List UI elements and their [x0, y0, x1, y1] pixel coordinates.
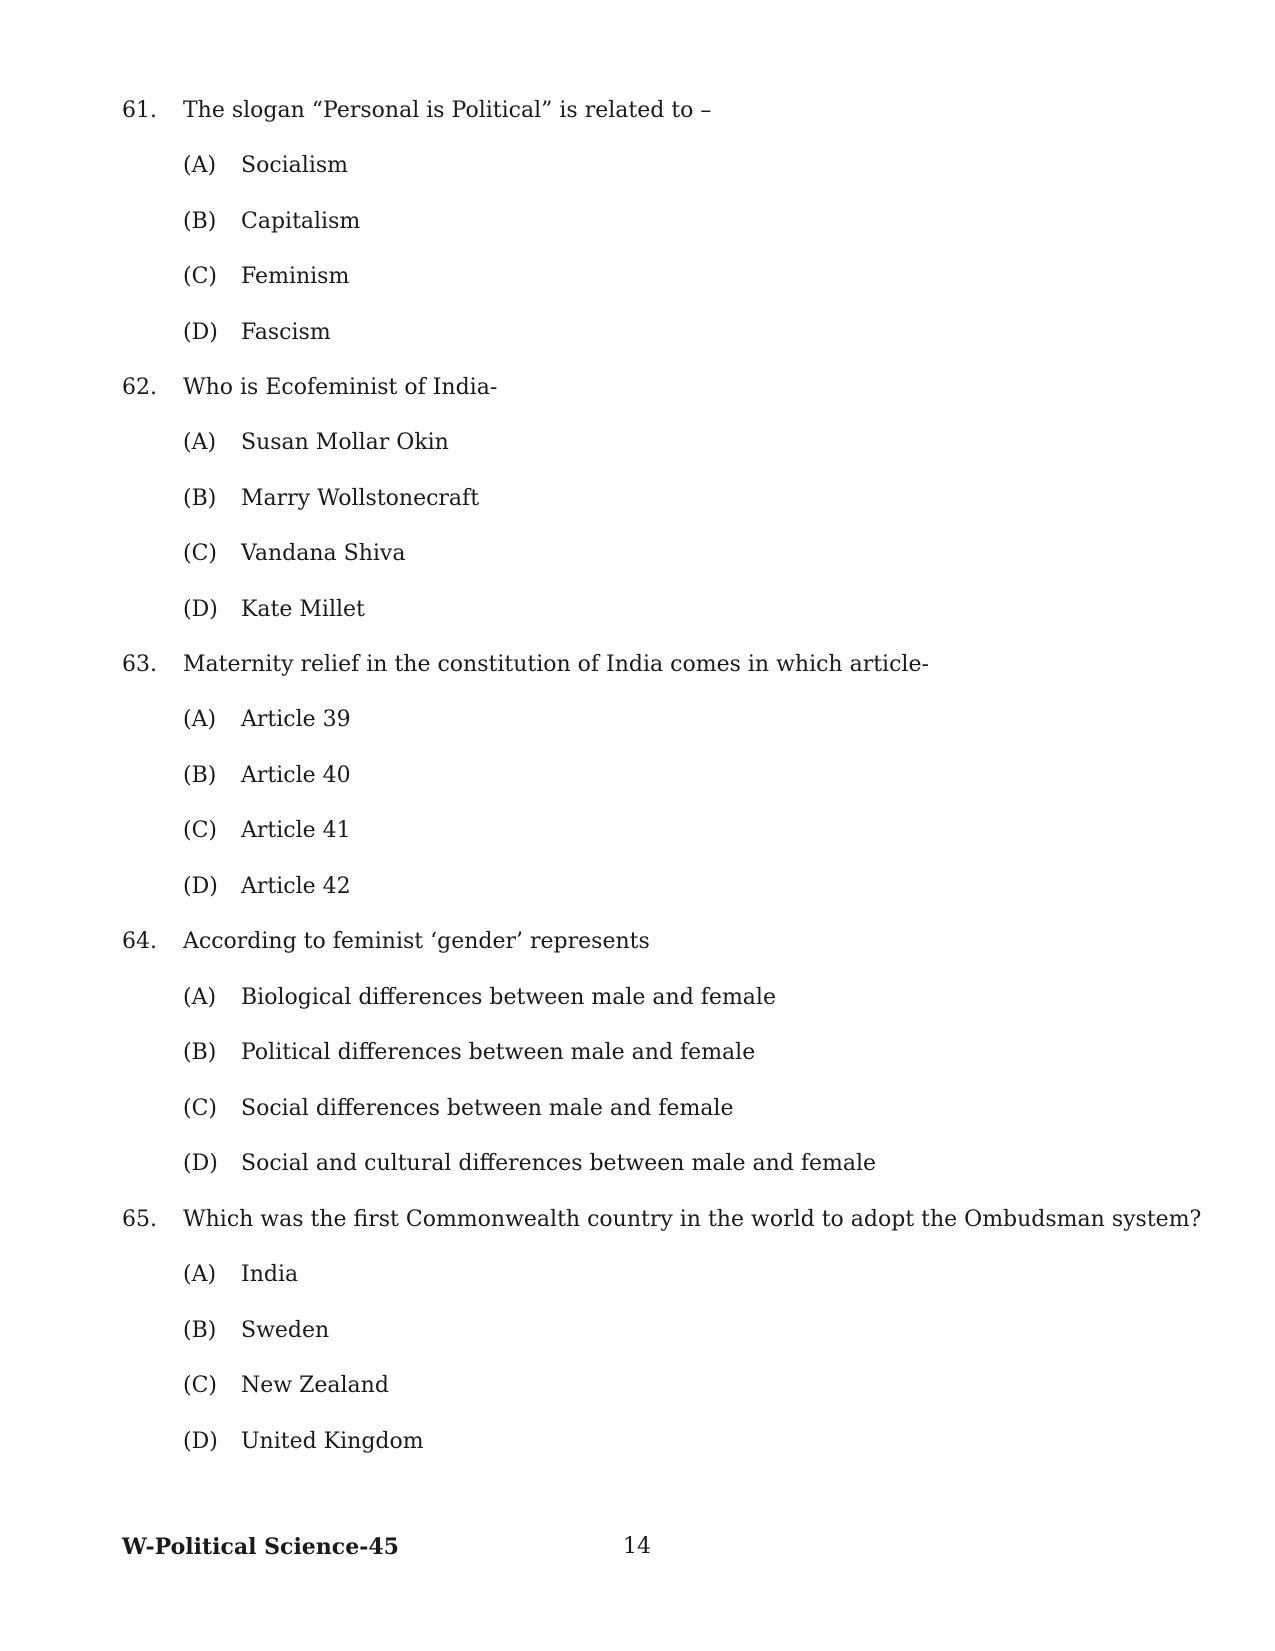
- footer-page-number: 14: [623, 1534, 651, 1559]
- option-text: Political differences between male and female: [241, 1040, 756, 1065]
- option-label: (A): [183, 985, 217, 1010]
- option-label: (B): [183, 1040, 217, 1065]
- option-label: (C): [183, 818, 217, 843]
- option-label: (C): [183, 1096, 217, 1121]
- option-label: (A): [183, 707, 217, 732]
- option-label: (A): [183, 430, 217, 455]
- option-label: (B): [183, 486, 217, 511]
- option-text: Article 39: [241, 707, 351, 732]
- question-number: 65.: [122, 1207, 157, 1232]
- option-label: (B): [183, 209, 217, 234]
- option-text: Marry Wollstonecraft: [241, 486, 480, 511]
- option-text: Fascism: [241, 320, 331, 345]
- option-text: India: [241, 1262, 299, 1287]
- option-text: Social differences between male and female: [241, 1096, 734, 1121]
- question-text: According to feminist ‘gender’ represents: [183, 929, 650, 954]
- option-label: (D): [183, 874, 218, 899]
- option-label: (A): [183, 153, 217, 178]
- option-text: Social and cultural differences between male and female: [241, 1151, 877, 1176]
- option-label: (B): [183, 763, 217, 788]
- option-text: Sweden: [241, 1318, 330, 1343]
- question-number: 64.: [122, 929, 157, 954]
- option-label: (C): [183, 541, 217, 566]
- option-text: Article 40: [241, 763, 351, 788]
- option-text: New Zealand: [241, 1373, 389, 1398]
- option-label: (D): [183, 1429, 218, 1454]
- option-label: (C): [183, 1373, 217, 1398]
- option-text: United Kingdom: [241, 1429, 424, 1454]
- question-text: Which was the first Commonwealth country in the world to adopt the Ombudsman system?: [183, 1207, 1202, 1232]
- question-number: 63.: [122, 652, 157, 677]
- option-text: Kate Millet: [241, 597, 365, 622]
- option-text: Feminism: [241, 264, 350, 289]
- option-text: Article 41: [241, 818, 351, 843]
- option-text: Article 42: [241, 874, 351, 899]
- option-text: Socialism: [241, 153, 349, 178]
- option-text: Capitalism: [241, 209, 361, 234]
- option-text: Susan Mollar Okin: [241, 430, 449, 455]
- question-number: 61.: [122, 98, 157, 123]
- question-number: 62.: [122, 375, 157, 400]
- option-label: (C): [183, 264, 217, 289]
- footer-exam-code: W-Political Science-45: [122, 1534, 399, 1560]
- question-text: The slogan “Personal is Political” is related to –: [183, 98, 712, 123]
- option-label: (D): [183, 320, 218, 345]
- option-label: (D): [183, 597, 218, 622]
- option-text: Vandana Shiva: [241, 541, 406, 566]
- question-text: Maternity relief in the constitution of India comes in which article-: [183, 652, 929, 677]
- question-text: Who is Ecofeminist of India-: [183, 375, 498, 400]
- option-label: (D): [183, 1151, 218, 1176]
- option-text: Biological differences between male and female: [241, 985, 776, 1010]
- option-label: (B): [183, 1318, 217, 1343]
- option-label: (A): [183, 1262, 217, 1287]
